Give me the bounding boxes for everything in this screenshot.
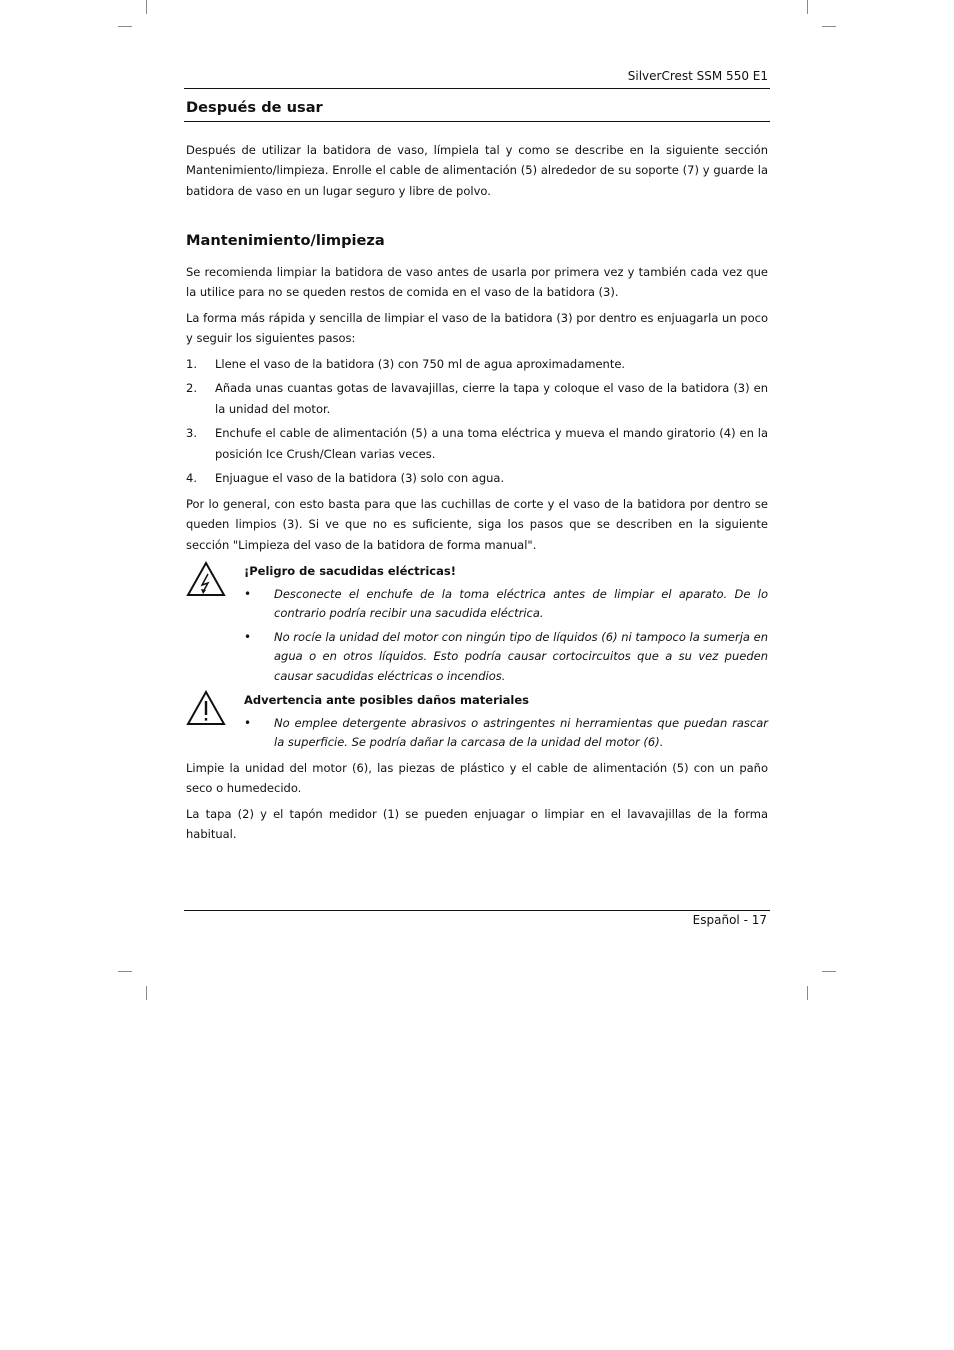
warning-bullets bbox=[244, 714, 768, 753]
crop-mark bbox=[822, 26, 836, 27]
closing-paragraph-2: La tapa (2) y el tapón medidor (1) se pueden enjuagar o limpiar en el lavavajillas de la forma habitual. bbox=[186, 806, 768, 841]
running-title: SilverCrest SSM 550 E1 bbox=[627, 69, 768, 83]
crop-mark bbox=[807, 0, 808, 14]
cleaning-steps bbox=[186, 354, 768, 489]
bullet-icon: • bbox=[244, 715, 252, 730]
maintenance-intro-2: La forma más rápida y sencilla de limpiar el vaso de la batidora (3) por dentro es enjuagarla un poco y seguir los siguientes pasos: bbox=[186, 310, 768, 345]
list-item bbox=[244, 628, 768, 687]
crop-mark bbox=[822, 971, 836, 972]
crop-mark bbox=[118, 971, 132, 972]
step-text: Enjuague el vaso de la batidora (3) solo con agua. bbox=[215, 471, 505, 485]
step-number: 1. bbox=[186, 356, 197, 371]
step-number: 4. bbox=[186, 471, 197, 485]
crop-mark bbox=[118, 26, 132, 27]
maintenance-intro-1: Se recomienda limpiar la batidora de vaso antes de usarla por primera vez y también cada vez que la utilice para no se queden restos de comida en el vaso de la batidora (3). bbox=[186, 264, 768, 299]
list-item bbox=[186, 354, 768, 375]
step-number: 2. bbox=[186, 381, 197, 395]
bullet-icon: • bbox=[244, 586, 252, 601]
bullet-text: No rocíe la unidad del motor con ningún tipo de líquidos (6) ni tampoco la sumerja en agua o en otros líquidos. Esto podría causar cortocircuitos que a su vez pueden causar sacudidas eléctricas o incendios. bbox=[274, 629, 768, 683]
list-item bbox=[186, 378, 768, 419]
footer-rule bbox=[184, 910, 770, 911]
section-title-after-use: Después de usar bbox=[184, 98, 770, 122]
step-text: Llene el vaso de la batidora (3) con 750 ml de agua aproximadamente. bbox=[215, 356, 626, 371]
list-item bbox=[186, 423, 768, 464]
crop-mark bbox=[807, 986, 808, 1000]
electric-hazard-icon bbox=[186, 561, 244, 686]
after-use-paragraph: Después de utilizar la batidora de vaso, límpiela tal y como se describe en la siguiente sección Mantenimiento/limpieza. Enrolle el cable de alimentación (5) alrededor de su soporte (7) y guarde la batidora de vaso en un lugar seguro y libre de polvo. bbox=[186, 142, 768, 198]
step-text: Añada unas cuantas gotas de lavavajillas, cierre la tapa y coloque el vaso de la batidora (3) en la unidad del motor. bbox=[215, 381, 768, 416]
bullet-text: Desconecte el enchufe de la toma eléctrica antes de limpiar el aparato. De lo contrario podría recibir una sacudida eléctrica. bbox=[274, 586, 768, 620]
list-item bbox=[186, 468, 768, 489]
crop-mark bbox=[146, 0, 147, 14]
step-text: Enchufe el cable de alimentación (5) a una toma eléctrica y mueva el mando giratorio (4) en la posición Ice Crush/Clean varias veces. bbox=[215, 426, 768, 461]
list-item bbox=[244, 714, 768, 753]
warning-bullets bbox=[244, 585, 768, 687]
crop-mark bbox=[146, 986, 147, 1000]
material-damage-warning bbox=[186, 690, 768, 753]
warning-title: Advertencia ante posibles daños materiales bbox=[244, 693, 530, 707]
closing-paragraph-1: Limpie la unidad del motor (6), las piezas de plástico y el cable de alimentación (5) con un paño seco o humedecido. bbox=[186, 760, 768, 795]
header-rule bbox=[184, 88, 770, 89]
bullet-text: No emplee detergente abrasivos o astringentes ni herramientas que puedan rascar la superficie. Se podría dañar la carcasa de la unidad del motor (6). bbox=[274, 715, 768, 749]
section-title-maintenance: Mantenimiento/limpieza bbox=[186, 232, 385, 249]
page-number: Español - 17 bbox=[692, 913, 767, 927]
caution-icon bbox=[186, 690, 244, 753]
page-content bbox=[186, 98, 768, 845]
after-steps-paragraph: Por lo general, con esto basta para que las cuchillas de corte y el vaso de la batidora por dentro se queden limpios (3). Si ve que no es suficiente, siga los pasos que se describen en la siguiente sección "Limpieza del vaso de la batidora de forma manual". bbox=[186, 496, 768, 552]
step-number: 3. bbox=[186, 426, 197, 440]
electric-shock-warning bbox=[186, 561, 768, 686]
warning-title: ¡Peligro de sacudidas eléctricas! bbox=[244, 564, 456, 578]
list-item bbox=[244, 585, 768, 624]
bullet-icon: • bbox=[244, 629, 252, 644]
